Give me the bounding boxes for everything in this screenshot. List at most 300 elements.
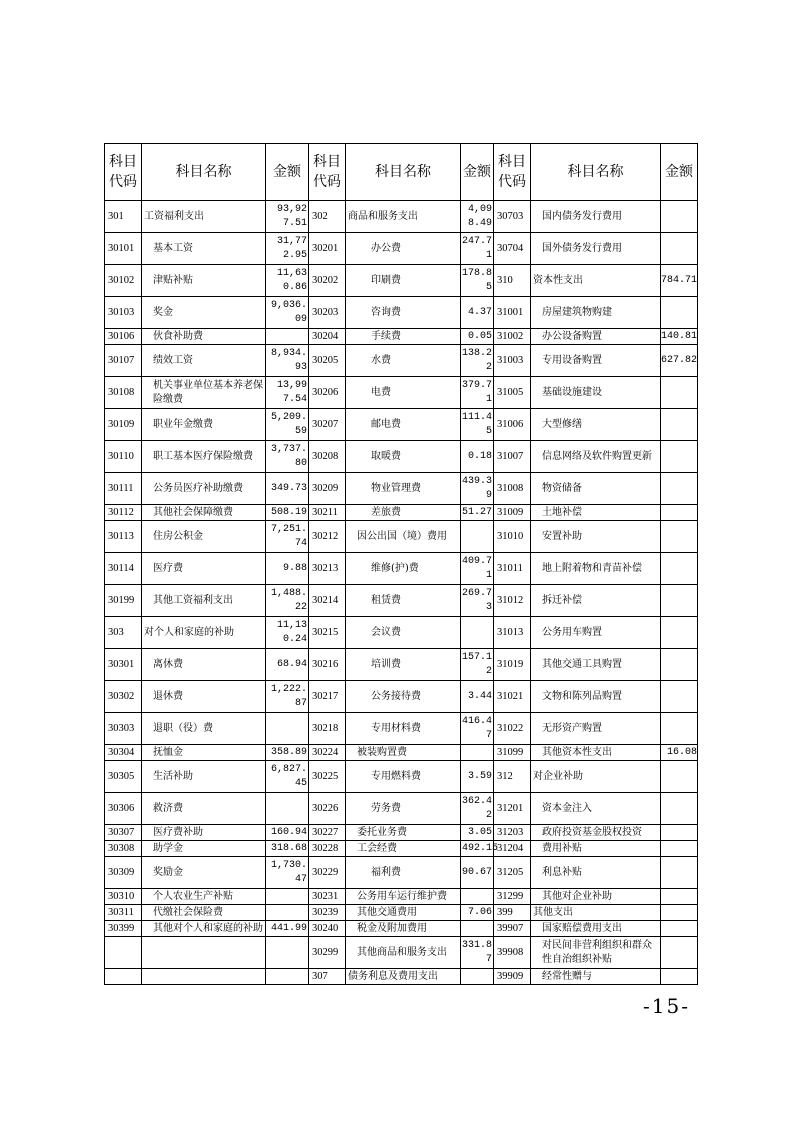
table-row bbox=[105, 793, 698, 825]
subject-name-cell: 退休费 bbox=[142, 681, 266, 713]
subject-amount-cell: 51.27 bbox=[461, 505, 494, 521]
subject-amount-cell: 111.45 bbox=[461, 409, 494, 441]
subject-name-cell: 办公费 bbox=[346, 233, 461, 265]
subject-code-cell bbox=[105, 937, 142, 969]
subject-name-cell: 其他工资福利支出 bbox=[142, 585, 266, 617]
subject-code-cell: 30309 bbox=[105, 857, 142, 889]
subject-amount-cell bbox=[266, 969, 309, 985]
subject-name-cell: 医疗费 bbox=[142, 553, 266, 585]
subject-code-cell: 31204 bbox=[494, 841, 531, 857]
subject-amount-cell: 8,934.93 bbox=[266, 345, 309, 377]
subject-code-cell: 30211 bbox=[309, 505, 346, 521]
subject-name-cell: 维修(护)费 bbox=[346, 553, 461, 585]
subject-code-cell: 30218 bbox=[309, 713, 346, 745]
page-number: -15- bbox=[643, 994, 690, 1018]
subject-amount-cell: 11,630.86 bbox=[266, 265, 309, 297]
subject-name-cell: 生活补助 bbox=[142, 761, 266, 793]
subject-name-cell: 助学金 bbox=[142, 841, 266, 857]
subject-name-cell: 对民间非营利组织和群众性自治组织补贴 bbox=[531, 937, 661, 969]
subject-code-cell: 30112 bbox=[105, 505, 142, 521]
subject-code-cell: 30109 bbox=[105, 409, 142, 441]
subject-amount-cell: 157.12 bbox=[461, 649, 494, 681]
table-row bbox=[105, 969, 698, 985]
subject-name-cell bbox=[142, 937, 266, 969]
subject-code-cell: 30209 bbox=[309, 473, 346, 505]
subject-name-cell: 其他对企业补助 bbox=[531, 889, 661, 905]
subject-code-cell: 30303 bbox=[105, 713, 142, 745]
subject-code-cell: 31299 bbox=[494, 889, 531, 905]
table-row bbox=[105, 937, 698, 969]
subject-name-cell: 抚恤金 bbox=[142, 745, 266, 761]
subject-name-cell: 福利费 bbox=[346, 857, 461, 889]
table-row bbox=[105, 889, 698, 905]
subject-code-cell: 31002 bbox=[494, 329, 531, 345]
subject-code-cell: 30202 bbox=[309, 265, 346, 297]
subject-name-cell: 公务员医疗补助缴费 bbox=[142, 473, 266, 505]
table-row bbox=[105, 921, 698, 937]
subject-code-cell: 30114 bbox=[105, 553, 142, 585]
header-subject-code: 科目代码 bbox=[105, 144, 142, 201]
subject-amount-cell: 441.99 bbox=[266, 921, 309, 937]
subject-name-cell: 其他交通费用 bbox=[346, 905, 461, 921]
subject-amount-cell: 6,827.45 bbox=[266, 761, 309, 793]
subject-code-cell: 31008 bbox=[494, 473, 531, 505]
header-amount: 金额 bbox=[266, 144, 309, 201]
subject-amount-cell: 140.81 bbox=[661, 329, 698, 345]
table-body bbox=[105, 201, 698, 985]
subject-amount-cell: 0.05 bbox=[461, 329, 494, 345]
subject-amount-cell: 0.18 bbox=[461, 441, 494, 473]
table-row bbox=[105, 857, 698, 889]
table-row bbox=[105, 201, 698, 233]
subject-amount-cell: 160.94 bbox=[266, 825, 309, 841]
table-header bbox=[105, 144, 698, 201]
subject-code-cell: 30107 bbox=[105, 345, 142, 377]
subject-amount-cell bbox=[661, 473, 698, 505]
subject-amount-cell: 68.94 bbox=[266, 649, 309, 681]
subject-amount-cell: 508.19 bbox=[266, 505, 309, 521]
subject-name-cell: 物业管理费 bbox=[346, 473, 461, 505]
subject-amount-cell bbox=[461, 521, 494, 553]
subject-name-cell: 水费 bbox=[346, 345, 461, 377]
subject-code-cell bbox=[105, 969, 142, 985]
subject-name-cell: 取暖费 bbox=[346, 441, 461, 473]
subject-amount-cell bbox=[461, 617, 494, 649]
subject-name-cell: 房屋建筑物购建 bbox=[531, 297, 661, 329]
subject-code-cell: 30205 bbox=[309, 345, 346, 377]
subject-code-cell: 39908 bbox=[494, 937, 531, 969]
subject-amount-cell: 93,927.51 bbox=[266, 201, 309, 233]
subject-code-cell: 31022 bbox=[494, 713, 531, 745]
subject-name-cell: 委托业务费 bbox=[346, 825, 461, 841]
subject-amount-cell: 5,209.59 bbox=[266, 409, 309, 441]
subject-name-cell: 伙食补助费 bbox=[142, 329, 266, 345]
subject-code-cell: 39907 bbox=[494, 921, 531, 937]
subject-code-cell: 30703 bbox=[494, 201, 531, 233]
subject-code-cell: 30310 bbox=[105, 889, 142, 905]
header-subject-name: 科目名称 bbox=[346, 144, 461, 201]
subject-amount-cell: 7,251.74 bbox=[266, 521, 309, 553]
subject-name-cell: 职业年金缴费 bbox=[142, 409, 266, 441]
subject-code-cell: 303 bbox=[105, 617, 142, 649]
header-subject-name: 科目名称 bbox=[531, 144, 661, 201]
subject-code-cell: 30226 bbox=[309, 793, 346, 825]
subject-name-cell: 工资福利支出 bbox=[142, 201, 266, 233]
subject-amount-cell bbox=[661, 505, 698, 521]
subject-code-cell: 30212 bbox=[309, 521, 346, 553]
subject-name-cell: 手续费 bbox=[346, 329, 461, 345]
subject-code-cell: 31201 bbox=[494, 793, 531, 825]
subject-code-cell: 30704 bbox=[494, 233, 531, 265]
subject-name-cell: 其他交通工具购置 bbox=[531, 649, 661, 681]
subject-code-cell: 30228 bbox=[309, 841, 346, 857]
subject-amount-cell: 4,098.49 bbox=[461, 201, 494, 233]
subject-code-cell: 30308 bbox=[105, 841, 142, 857]
subject-amount-cell: 138.22 bbox=[461, 345, 494, 377]
subject-amount-cell bbox=[661, 201, 698, 233]
subject-name-cell: 绩效工资 bbox=[142, 345, 266, 377]
subject-code-cell: 30231 bbox=[309, 889, 346, 905]
subject-amount-cell: 3.05 bbox=[461, 825, 494, 841]
table-row bbox=[105, 649, 698, 681]
subject-code-cell: 30307 bbox=[105, 825, 142, 841]
subject-name-cell: 其他对个人和家庭的补助 bbox=[142, 921, 266, 937]
subject-name-cell: 公务接待费 bbox=[346, 681, 461, 713]
table-row bbox=[105, 377, 698, 409]
subject-name-cell: 办公设备购置 bbox=[531, 329, 661, 345]
subject-amount-cell: 16.08 bbox=[661, 745, 698, 761]
subject-name-cell: 退职（役）费 bbox=[142, 713, 266, 745]
subject-name-cell bbox=[142, 969, 266, 985]
subject-code-cell: 31001 bbox=[494, 297, 531, 329]
subject-name-cell: 咨询费 bbox=[346, 297, 461, 329]
subject-amount-cell: 13,997.54 bbox=[266, 377, 309, 409]
table-row bbox=[105, 553, 698, 585]
subject-code-cell: 307 bbox=[309, 969, 346, 985]
subject-amount-cell: 269.73 bbox=[461, 585, 494, 617]
subject-code-cell: 30225 bbox=[309, 761, 346, 793]
subject-amount-cell: 178.85 bbox=[461, 265, 494, 297]
subject-amount-cell: 1,730.47 bbox=[266, 857, 309, 889]
subject-amount-cell bbox=[661, 521, 698, 553]
subject-code-cell: 31203 bbox=[494, 825, 531, 841]
subject-name-cell: 培训费 bbox=[346, 649, 461, 681]
header-subject-name: 科目名称 bbox=[142, 144, 266, 201]
subject-name-cell: 专用燃料费 bbox=[346, 761, 461, 793]
subject-amount-cell bbox=[266, 713, 309, 745]
subject-code-cell: 310 bbox=[494, 265, 531, 297]
subject-code-cell: 399 bbox=[494, 905, 531, 921]
subject-code-cell: 31010 bbox=[494, 521, 531, 553]
subject-code-cell: 302 bbox=[309, 201, 346, 233]
table-row bbox=[105, 825, 698, 841]
subject-amount-cell: 1,222.87 bbox=[266, 681, 309, 713]
subject-code-cell: 30204 bbox=[309, 329, 346, 345]
subject-amount-cell: 379.71 bbox=[461, 377, 494, 409]
subject-name-cell: 安置补助 bbox=[531, 521, 661, 553]
subject-code-cell: 30299 bbox=[309, 937, 346, 969]
subject-name-cell: 基础设施建设 bbox=[531, 377, 661, 409]
subject-name-cell: 经常性赠与 bbox=[531, 969, 661, 985]
subject-amount-cell bbox=[661, 649, 698, 681]
subject-name-cell: 奖金 bbox=[142, 297, 266, 329]
subject-name-cell: 差旅费 bbox=[346, 505, 461, 521]
subject-amount-cell: 11,130.24 bbox=[266, 617, 309, 649]
subject-amount-cell: 409.71 bbox=[461, 553, 494, 585]
subject-amount-cell: 3,737.80 bbox=[266, 441, 309, 473]
subject-name-cell: 因公出国（境）费用 bbox=[346, 521, 461, 553]
subject-code-cell: 30206 bbox=[309, 377, 346, 409]
subject-name-cell: 其他资本性支出 bbox=[531, 745, 661, 761]
subject-amount-cell bbox=[661, 793, 698, 825]
subject-code-cell: 31007 bbox=[494, 441, 531, 473]
subject-code-cell: 30399 bbox=[105, 921, 142, 937]
subject-name-cell: 机关事业单位基本养老保险缴费 bbox=[142, 377, 266, 409]
subject-code-cell: 30199 bbox=[105, 585, 142, 617]
subject-code-cell: 30101 bbox=[105, 233, 142, 265]
subject-amount-cell: 358.89 bbox=[266, 745, 309, 761]
subject-name-cell: 租赁费 bbox=[346, 585, 461, 617]
header-amount: 金额 bbox=[461, 144, 494, 201]
subject-amount-cell bbox=[266, 889, 309, 905]
subject-amount-cell: 4.37 bbox=[461, 297, 494, 329]
subject-amount-cell bbox=[266, 329, 309, 345]
subject-name-cell: 信息网络及软件购置更新 bbox=[531, 441, 661, 473]
subject-name-cell: 劳务费 bbox=[346, 793, 461, 825]
table-row bbox=[105, 329, 698, 345]
header-subject-code: 科目代码 bbox=[494, 144, 531, 201]
subject-amount-cell bbox=[661, 441, 698, 473]
subject-name-cell: 职工基本医疗保险缴费 bbox=[142, 441, 266, 473]
subject-code-cell: 30301 bbox=[105, 649, 142, 681]
subject-amount-cell bbox=[661, 905, 698, 921]
subject-amount-cell: 784.71 bbox=[661, 265, 698, 297]
subject-name-cell: 土地补偿 bbox=[531, 505, 661, 521]
subject-code-cell: 312 bbox=[494, 761, 531, 793]
subject-code-cell: 30201 bbox=[309, 233, 346, 265]
subject-name-cell: 电费 bbox=[346, 377, 461, 409]
subject-code-cell: 30110 bbox=[105, 441, 142, 473]
subject-name-cell: 税金及附加费用 bbox=[346, 921, 461, 937]
subject-amount-cell: 349.73 bbox=[266, 473, 309, 505]
subject-amount-cell bbox=[461, 969, 494, 985]
subject-amount-cell bbox=[661, 889, 698, 905]
subject-name-cell: 债务利息及费用支出 bbox=[346, 969, 461, 985]
subject-name-cell: 离休费 bbox=[142, 649, 266, 681]
subject-amount-cell: 247.71 bbox=[461, 233, 494, 265]
subject-code-cell: 30207 bbox=[309, 409, 346, 441]
subject-code-cell: 31019 bbox=[494, 649, 531, 681]
subject-amount-cell bbox=[661, 937, 698, 969]
subject-amount-cell bbox=[661, 761, 698, 793]
subject-name-cell: 个人农业生产补贴 bbox=[142, 889, 266, 905]
subject-name-cell: 国家赔偿费用支出 bbox=[531, 921, 661, 937]
subject-code-cell: 30213 bbox=[309, 553, 346, 585]
subject-name-cell: 基本工资 bbox=[142, 233, 266, 265]
subject-code-cell: 30240 bbox=[309, 921, 346, 937]
table-row bbox=[105, 745, 698, 761]
table-row bbox=[105, 841, 698, 857]
subject-amount-cell: 318.68 bbox=[266, 841, 309, 857]
subject-amount-cell bbox=[461, 921, 494, 937]
subject-amount-cell: 1,488.22 bbox=[266, 585, 309, 617]
subject-name-cell: 拆迁补偿 bbox=[531, 585, 661, 617]
subject-amount-cell bbox=[266, 793, 309, 825]
table-row bbox=[105, 585, 698, 617]
table-row bbox=[105, 505, 698, 521]
subject-name-cell: 费用补贴 bbox=[531, 841, 661, 857]
subject-amount-cell: 362.42 bbox=[461, 793, 494, 825]
subject-amount-cell bbox=[661, 409, 698, 441]
subject-amount-cell: 9.88 bbox=[266, 553, 309, 585]
subject-code-cell: 31006 bbox=[494, 409, 531, 441]
subject-amount-cell bbox=[661, 585, 698, 617]
subject-code-cell: 30305 bbox=[105, 761, 142, 793]
subject-name-cell: 政府投资基金股权投资 bbox=[531, 825, 661, 841]
subject-name-cell: 资本金注入 bbox=[531, 793, 661, 825]
subject-name-cell: 商品和服务支出 bbox=[346, 201, 461, 233]
subject-amount-cell bbox=[661, 553, 698, 585]
subject-code-cell: 31003 bbox=[494, 345, 531, 377]
subject-code-cell: 30304 bbox=[105, 745, 142, 761]
subject-code-cell: 30302 bbox=[105, 681, 142, 713]
table-row bbox=[105, 409, 698, 441]
subject-amount-cell bbox=[661, 617, 698, 649]
subject-name-cell: 资本性支出 bbox=[531, 265, 661, 297]
subject-amount-cell: 331.87 bbox=[461, 937, 494, 969]
subject-code-cell: 30215 bbox=[309, 617, 346, 649]
subject-name-cell: 奖励金 bbox=[142, 857, 266, 889]
subject-amount-cell: 627.82 bbox=[661, 345, 698, 377]
subject-code-cell: 30229 bbox=[309, 857, 346, 889]
table-row bbox=[105, 345, 698, 377]
subject-amount-cell bbox=[661, 921, 698, 937]
table-row bbox=[105, 713, 698, 745]
subject-amount-cell bbox=[461, 889, 494, 905]
table-row bbox=[105, 473, 698, 505]
subject-name-cell: 邮电费 bbox=[346, 409, 461, 441]
subject-code-cell: 31021 bbox=[494, 681, 531, 713]
table-row bbox=[105, 297, 698, 329]
subject-name-cell: 公务用车购置 bbox=[531, 617, 661, 649]
subject-code-cell: 30239 bbox=[309, 905, 346, 921]
table-row bbox=[105, 761, 698, 793]
subject-amount-cell: 9,036.09 bbox=[266, 297, 309, 329]
subject-code-cell: 31012 bbox=[494, 585, 531, 617]
subject-code-cell: 30102 bbox=[105, 265, 142, 297]
subject-name-cell: 其他社会保障缴费 bbox=[142, 505, 266, 521]
subject-name-cell: 对企业补助 bbox=[531, 761, 661, 793]
subject-code-cell: 30203 bbox=[309, 297, 346, 329]
header-subject-code: 科目代码 bbox=[309, 144, 346, 201]
budget-subject-table bbox=[104, 143, 698, 985]
subject-code-cell: 31013 bbox=[494, 617, 531, 649]
subject-amount-cell: 3.44 bbox=[461, 681, 494, 713]
subject-amount-cell: 439.39 bbox=[461, 473, 494, 505]
subject-code-cell: 31009 bbox=[494, 505, 531, 521]
subject-code-cell: 30216 bbox=[309, 649, 346, 681]
table-row bbox=[105, 681, 698, 713]
subject-code-cell: 30103 bbox=[105, 297, 142, 329]
subject-name-cell: 文物和陈列品购置 bbox=[531, 681, 661, 713]
subject-amount-cell: 416.47 bbox=[461, 713, 494, 745]
table-row bbox=[105, 265, 698, 297]
table-row bbox=[105, 441, 698, 473]
subject-name-cell: 其他支出 bbox=[531, 905, 661, 921]
subject-code-cell: 30108 bbox=[105, 377, 142, 409]
subject-name-cell: 被装购置费 bbox=[346, 745, 461, 761]
subject-amount-cell bbox=[661, 377, 698, 409]
subject-code-cell: 31099 bbox=[494, 745, 531, 761]
table-row bbox=[105, 521, 698, 553]
subject-code-cell: 30311 bbox=[105, 905, 142, 921]
subject-amount-cell: 90.67 bbox=[461, 857, 494, 889]
subject-code-cell: 301 bbox=[105, 201, 142, 233]
subject-amount-cell bbox=[661, 681, 698, 713]
subject-name-cell: 地上附着物和青苗补偿 bbox=[531, 553, 661, 585]
subject-code-cell: 30113 bbox=[105, 521, 142, 553]
subject-name-cell: 津贴补贴 bbox=[142, 265, 266, 297]
subject-code-cell: 30106 bbox=[105, 329, 142, 345]
subject-name-cell: 印刷费 bbox=[346, 265, 461, 297]
subject-amount-cell bbox=[661, 713, 698, 745]
header-amount: 金额 bbox=[661, 144, 698, 201]
table-row bbox=[105, 617, 698, 649]
subject-amount-cell: 3.59 bbox=[461, 761, 494, 793]
subject-name-cell: 公务用车运行维护费 bbox=[346, 889, 461, 905]
subject-name-cell: 大型修缮 bbox=[531, 409, 661, 441]
subject-code-cell: 30224 bbox=[309, 745, 346, 761]
subject-amount-cell bbox=[661, 233, 698, 265]
subject-name-cell: 对个人和家庭的补助 bbox=[142, 617, 266, 649]
subject-amount-cell bbox=[661, 857, 698, 889]
subject-code-cell: 31011 bbox=[494, 553, 531, 585]
subject-code-cell: 30306 bbox=[105, 793, 142, 825]
subject-name-cell: 物资储备 bbox=[531, 473, 661, 505]
subject-name-cell: 利息补贴 bbox=[531, 857, 661, 889]
subject-amount-cell bbox=[661, 969, 698, 985]
subject-code-cell: 39909 bbox=[494, 969, 531, 985]
table-row bbox=[105, 233, 698, 265]
subject-name-cell: 工会经费 bbox=[346, 841, 461, 857]
subject-code-cell: 30111 bbox=[105, 473, 142, 505]
subject-code-cell: 31005 bbox=[494, 377, 531, 409]
subject-code-cell: 30214 bbox=[309, 585, 346, 617]
subject-amount-cell: 492.15 bbox=[461, 841, 494, 857]
subject-amount-cell bbox=[661, 297, 698, 329]
subject-name-cell: 会议费 bbox=[346, 617, 461, 649]
subject-code-cell: 31205 bbox=[494, 857, 531, 889]
subject-amount-cell bbox=[266, 905, 309, 921]
subject-name-cell: 住房公积金 bbox=[142, 521, 266, 553]
subject-code-cell: 30217 bbox=[309, 681, 346, 713]
subject-amount-cell bbox=[266, 937, 309, 969]
subject-name-cell: 代缴社会保险费 bbox=[142, 905, 266, 921]
subject-name-cell: 专用材料费 bbox=[346, 713, 461, 745]
subject-code-cell: 30208 bbox=[309, 441, 346, 473]
subject-name-cell: 专用设备购置 bbox=[531, 345, 661, 377]
subject-name-cell: 国外债务发行费用 bbox=[531, 233, 661, 265]
subject-amount-cell: 7.06 bbox=[461, 905, 494, 921]
subject-name-cell: 救济费 bbox=[142, 793, 266, 825]
subject-name-cell: 无形资产购置 bbox=[531, 713, 661, 745]
subject-name-cell: 国内债务发行费用 bbox=[531, 201, 661, 233]
subject-name-cell: 其他商品和服务支出 bbox=[346, 937, 461, 969]
subject-amount-cell bbox=[461, 745, 494, 761]
subject-name-cell: 医疗费补助 bbox=[142, 825, 266, 841]
subject-amount-cell bbox=[661, 841, 698, 857]
table-row bbox=[105, 905, 698, 921]
